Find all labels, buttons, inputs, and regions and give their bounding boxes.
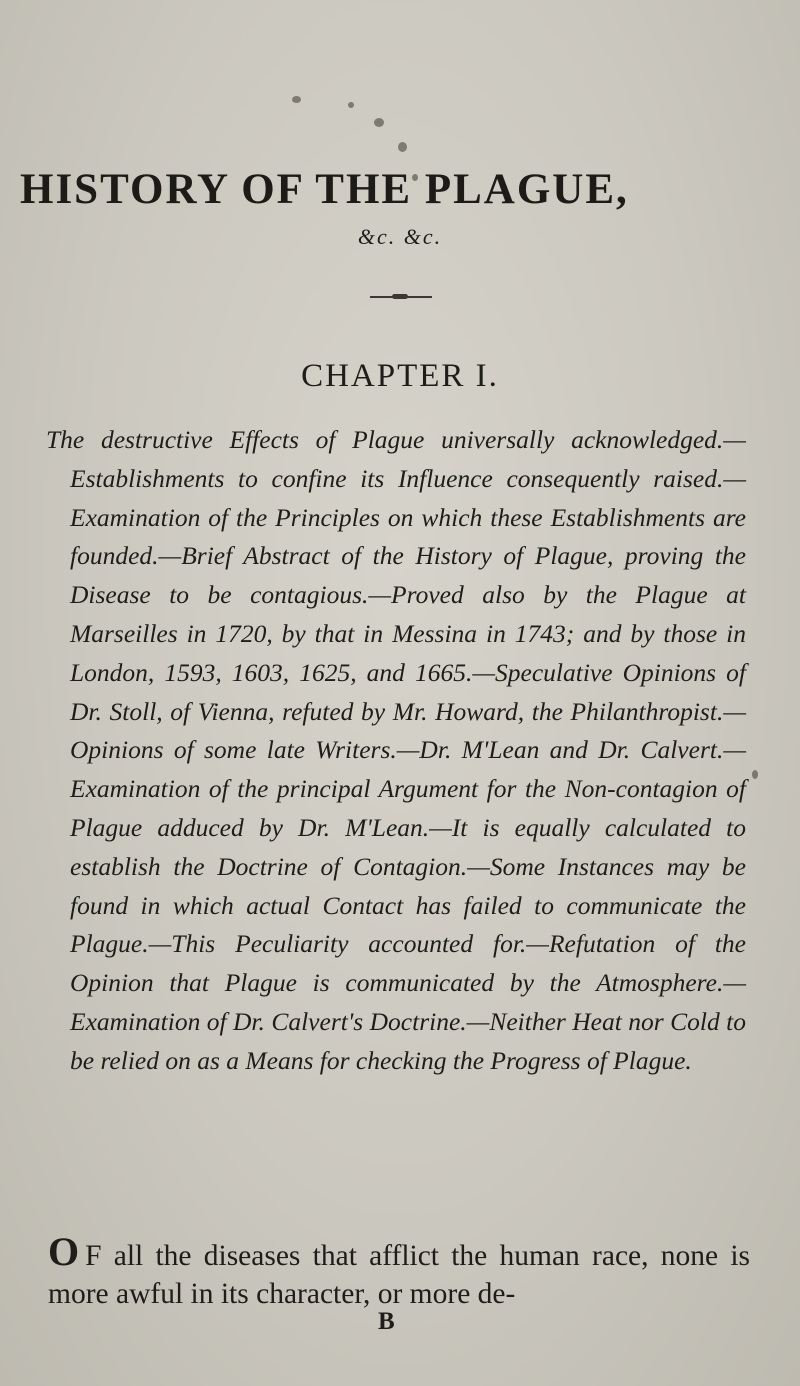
- body-text: F all the diseases that afflict the human race, none is more awful in its character, or more de-: [48, 1240, 750, 1310]
- drop-cap: O: [48, 1229, 80, 1274]
- ink-smudge: [752, 770, 758, 779]
- chapter-synopsis: The destructive Effects of Plague universally acknowledged.—Establishments to confine its Influence consequently raised.—Examination of the Principles on which these Establishments are founded.—Brief Abstract of the History of Plague, proving the Disease to be contagious.—Proved also by the Plague at Marseilles in 1720, by that in Messina in 1743; and by those in London, 1593, 1603, 1625, and 1665.—Speculative Opinions of Dr. Stoll, of Vienna, refuted by Mr. Howard, the Philanthropist.—Opinions of some late Writers.—Dr. M'Lean and Dr. Calvert.—Examination of the principal Argument for the Non-contagion of Plague adduced by Dr. M'Lean.—It is equally calculated to establish the Doctrine of Contagion.—Some Instances may be found in which actual Contact has failed to communicate the Plague.—This Peculiarity accounted for.—Refutation of the Opinion that Plague is communicated by the Atmosphere.—Examination of Dr. Calvert's Doctrine.—Neither Heat nor Cold to be relied on as a Means for checking the Progress of Plague.: [46, 425, 746, 1075]
- book-title: HISTORY OF THE PLAGUE,: [20, 166, 629, 213]
- ink-smudge: [398, 142, 407, 152]
- signature-mark: B: [378, 1308, 395, 1335]
- subtitle: &c. &c.: [357, 224, 443, 249]
- ink-smudge: [348, 102, 354, 108]
- ornamental-rule: [370, 296, 432, 298]
- ink-smudge: [292, 96, 301, 103]
- body-paragraph: [48, 1229, 750, 1313]
- chapter-heading: CHAPTER I.: [301, 358, 499, 394]
- ink-smudge: [374, 118, 384, 127]
